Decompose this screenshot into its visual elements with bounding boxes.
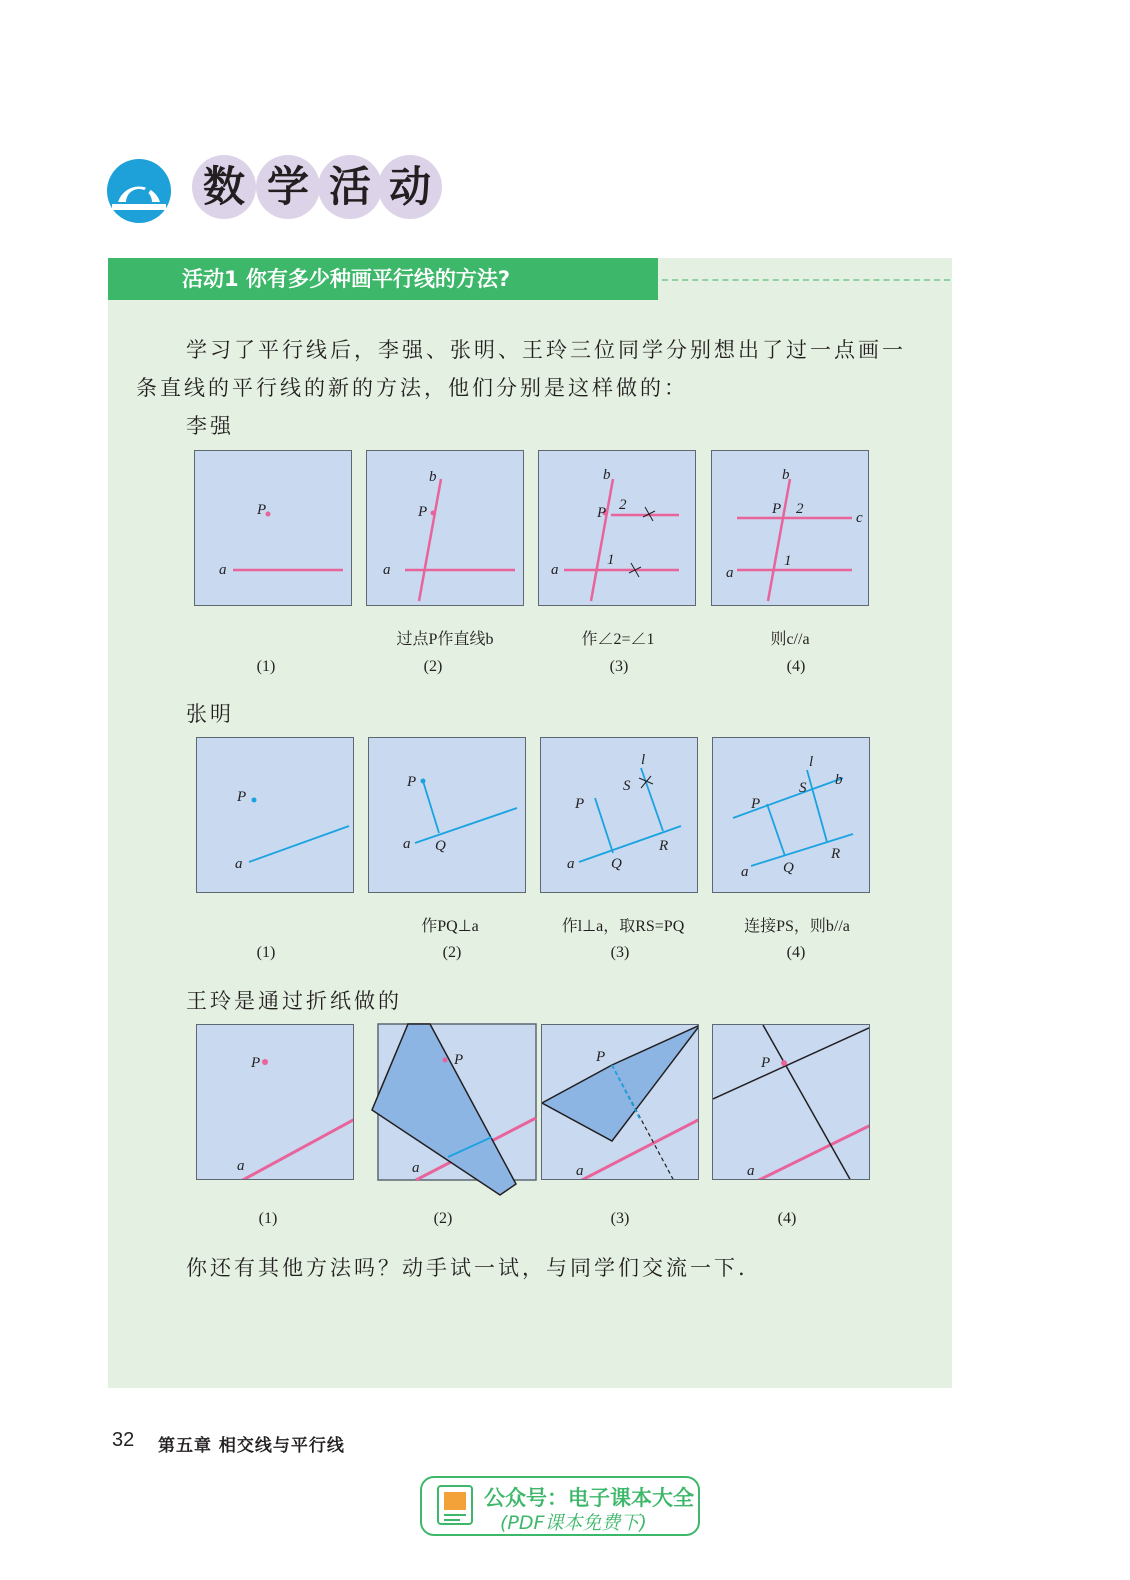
zhang-figure-1 (196, 737, 354, 893)
wang-figure-4 (712, 1024, 870, 1180)
book-icon (432, 1482, 478, 1530)
page-number: 32 (112, 1429, 135, 1451)
svg-text:Q: Q (435, 838, 446, 854)
title-char-2: 学 (256, 155, 320, 219)
closing-question: 你还有其他方法吗？动手试一试，与同学们交流一下. (186, 1256, 748, 1280)
svg-text:2: 2 (796, 501, 804, 517)
zhang-number-2: (2) (442, 944, 462, 961)
li-caption-2: 过点P作直线b (396, 631, 494, 648)
svg-text:c: c (856, 510, 863, 526)
zhang-number-3: (3) (610, 944, 630, 961)
svg-text:P: P (454, 1052, 464, 1068)
svg-text:b: b (782, 467, 790, 483)
li-qiang-label: 李强 (186, 414, 234, 438)
li-caption-4: 则c//a (770, 631, 810, 648)
svg-text:1: 1 (607, 552, 615, 568)
svg-text:a: a (726, 565, 734, 581)
svg-text:P: P (407, 774, 417, 790)
svg-text:a: a (741, 864, 749, 880)
li-figure-1 (194, 450, 352, 606)
svg-text:a: a (235, 856, 243, 872)
wang-number-1: (1) (258, 1210, 278, 1227)
zhang-number-1: (1) (256, 944, 276, 961)
svg-text:a: a (576, 1163, 584, 1179)
svg-text:l: l (809, 754, 814, 770)
li-caption-3: 作∠2=∠1 (581, 631, 655, 648)
svg-text:a: a (237, 1158, 245, 1174)
dashed-divider (662, 279, 950, 281)
svg-text:a: a (383, 562, 391, 578)
zhang-figure-2 (368, 737, 526, 893)
svg-text:P: P (237, 789, 247, 805)
title-char-3: 活 (318, 155, 382, 219)
svg-text:b: b (429, 469, 437, 485)
wang-ling-label: 王玲是通过折纸做的 (186, 989, 402, 1013)
svg-text:a: a (747, 1163, 755, 1179)
intro-line-2: 条直线的平行线的新的方法，他们分别是这样做的： (136, 376, 688, 400)
wang-number-2: (2) (433, 1210, 453, 1227)
wang-figure-3 (541, 1024, 699, 1180)
svg-text:l: l (641, 752, 646, 768)
gauge-icon (106, 158, 172, 224)
chapter-title: 第五章 相交线与平行线 (158, 1436, 345, 1456)
svg-text:P: P (596, 1049, 606, 1065)
svg-text:b: b (603, 467, 611, 483)
li-figure-3 (538, 450, 696, 606)
svg-text:S: S (799, 780, 807, 796)
zhang-figure-3 (540, 737, 698, 893)
svg-text:P: P (761, 1055, 771, 1071)
badge-line-1: 公众号：电子课本大全 (484, 1486, 694, 1510)
svg-text:a: a (567, 856, 575, 872)
wang-figure-1 (196, 1024, 354, 1180)
svg-text:P: P (597, 505, 607, 521)
activity-title: 活动1 你有多少种画平行线的方法? (182, 267, 511, 291)
svg-text:P: P (418, 504, 428, 520)
li-figure-2 (366, 450, 524, 606)
svg-text:P: P (251, 1055, 261, 1071)
svg-text:a: a (412, 1160, 420, 1176)
svg-text:S: S (623, 778, 631, 794)
svg-text:a: a (219, 562, 227, 578)
li-number-2: (2) (423, 658, 443, 675)
svg-text:R: R (659, 838, 669, 854)
svg-text:R: R (831, 846, 841, 862)
svg-text:b: b (835, 772, 843, 788)
zhang-caption-3: 作l⊥a，取RS=PQ (561, 918, 685, 935)
svg-text:Q: Q (783, 860, 794, 876)
badge-line-2: (PDF课本免费下) (500, 1512, 647, 1534)
svg-text:a: a (403, 836, 411, 852)
svg-text:P: P (751, 796, 761, 812)
li-figure-4 (711, 450, 869, 606)
li-number-4: (4) (786, 658, 806, 675)
zhang-ming-label: 张明 (186, 702, 234, 726)
zhang-caption-2: 作PQ⊥a (421, 918, 479, 935)
zhang-number-4: (4) (786, 944, 806, 961)
wang-figure-2 (378, 1024, 536, 1180)
svg-text:Q: Q (611, 856, 622, 872)
svg-text:a: a (551, 562, 559, 578)
svg-text:2: 2 (619, 497, 627, 513)
title-char-1: 数 (192, 155, 256, 219)
li-number-3: (3) (609, 658, 629, 675)
wang-number-3: (3) (610, 1210, 630, 1227)
zhang-caption-4: 连接PS，则b//a (744, 918, 850, 935)
activity-header (108, 258, 658, 300)
zhang-figure-4 (712, 737, 870, 893)
svg-text:1: 1 (784, 553, 792, 569)
intro-line-1: 学习了平行线后，李强、张明、王玲三位同学分别想出了过一点画一 (186, 338, 906, 362)
li-number-1: (1) (256, 658, 276, 675)
wang-number-4: (4) (777, 1210, 797, 1227)
svg-text:P: P (772, 501, 782, 517)
title-char-4: 动 (378, 155, 442, 219)
svg-text:P: P (575, 796, 585, 812)
svg-text:P: P (257, 502, 267, 518)
